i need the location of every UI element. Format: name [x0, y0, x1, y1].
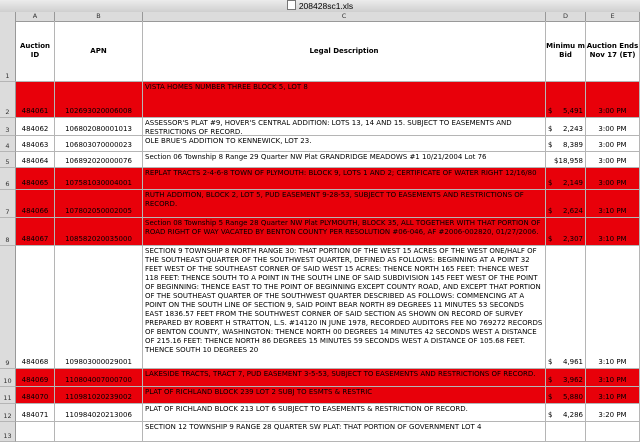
auction-id-cell[interactable]	[16, 152, 55, 168]
legal-description-cell-text: REPLAT TRACTS 2-4-6-8 TOWN OF PLYMOUTH: BLOCK 9, LOTS 1 AND 2; CERTIFICATE OF WATER RIGHT 12/16/80	[145, 169, 537, 177]
currency-symbol: $	[548, 411, 553, 419]
legal-description-cell[interactable]	[143, 246, 546, 369]
column-header-c[interactable]: C	[143, 12, 546, 21]
minimum-bid-cell[interactable]	[546, 152, 586, 168]
apn-cell[interactable]	[55, 218, 143, 246]
auction-end-time-cell[interactable]	[586, 218, 640, 246]
apn-cell[interactable]	[55, 369, 143, 387]
minimum-bid-cell[interactable]	[546, 136, 586, 152]
bid-amount	[548, 157, 583, 166]
apn-cell-text: 106892020000076	[65, 157, 132, 165]
auction-end-time-cell-text: 3:10 PM	[598, 393, 627, 401]
apn-cell-text: 106803070000023	[65, 141, 132, 149]
apn-cell[interactable]	[55, 422, 143, 442]
auction-id-cell[interactable]	[16, 82, 55, 118]
minimum-bid-cell[interactable]	[546, 404, 586, 422]
auction-end-time-cell-text: 3:10 PM	[598, 235, 627, 243]
currency-symbol: $	[548, 179, 553, 187]
auction-id-cell[interactable]	[16, 387, 55, 404]
bid-amount	[548, 207, 583, 216]
auction-id-cell[interactable]	[16, 190, 55, 218]
currency-symbol: $	[548, 376, 553, 384]
bid-amount	[548, 411, 583, 420]
column-header-d[interactable]: D	[546, 12, 586, 21]
legal-description-cell[interactable]	[143, 168, 546, 190]
legal-description-cell[interactable]	[143, 190, 546, 218]
column-header-b[interactable]: B	[55, 12, 143, 21]
auction-end-time-cell-text: 3:00 PM	[598, 125, 627, 133]
bid-value: 2,149	[562, 179, 583, 187]
legal-description-cell-text: SECTION 12 TOWNSHIP 9 RANGE 28 QUARTER SW PLAT: THAT PORTION OF GOVERNMENT LOT 4	[145, 423, 482, 431]
auction-end-time-cell-text: 3:10 PM	[598, 376, 627, 384]
apn-cell-text: 110984020213006	[65, 411, 132, 419]
apn-cell-text: 110981020239002	[65, 393, 132, 401]
auction-end-time-cell[interactable]	[586, 404, 640, 422]
apn-cell[interactable]	[55, 82, 143, 118]
auction-end-time-cell-text: 3:00 PM	[598, 157, 627, 165]
apn-cell[interactable]	[55, 246, 143, 369]
apn-cell[interactable]	[55, 387, 143, 404]
window-title: 208428sc1.xls	[0, 0, 640, 12]
minimum-bid-cell[interactable]	[546, 422, 586, 442]
row-header[interactable]: 1	[0, 21, 16, 82]
column-header-e[interactable]: E	[586, 12, 640, 21]
currency-symbol: $	[548, 235, 553, 243]
minimum-bid-cell[interactable]	[546, 168, 586, 190]
legal-description-cell-text: PLAT OF RICHLAND BLOCK 213 LOT 6 SUBJECT TO EASEMENTS & RESTRICTION OF RECORD.	[145, 405, 468, 413]
legal-description-cell-text: LAKESIDE TRACTS, TRACT 7, PUD EASEMENT 3-5-53, SUBJECT TO EASEMENTS AND RESTRICTIONS OF RECORD.	[145, 370, 536, 378]
auction-end-time-cell[interactable]	[586, 369, 640, 387]
legal-description-cell-text: Section 08 Township 5 Range 28 Quarter NW Plat PLYMOUTH, BLOCK 35, ALL TOGETHER WITH THAT PORTION OF ROAD RIGHT OF WAY VACATED BY BENTON COUNTY PER RESOLUTION #06-046, AF #2006-002820, 01/27/2006.	[145, 219, 541, 236]
apn-cell-text: 109803000029001	[65, 358, 132, 366]
row-header[interactable]: 9	[0, 246, 16, 369]
auction-end-time-cell[interactable]	[586, 136, 640, 152]
currency-symbol: $	[548, 107, 553, 115]
auction-id-cell-text: 484071	[21, 411, 49, 419]
currency-symbol: $	[548, 393, 553, 401]
bid-value: 5,880	[562, 393, 583, 401]
legal-description-cell-text: ASSESSOR'S PLAT #9, HOVER'S CENTRAL ADDITION: LOTS 13, 14 AND 15. SUBJECT TO EASEMENTS AND RESTRICTIONS OF RECORD.	[145, 119, 512, 136]
apn-cell[interactable]	[55, 118, 143, 136]
minimum-bid-cell[interactable]	[546, 190, 586, 218]
legal-description-cell[interactable]	[143, 136, 546, 152]
legal-description-cell[interactable]	[143, 118, 546, 136]
auction-end-time-cell-text: 3:00 PM	[598, 179, 627, 187]
auction-id-cell-text: 484065	[21, 179, 49, 187]
auction-end-time-cell-text: 3:00 PM	[598, 107, 627, 115]
bid-amount	[548, 125, 583, 134]
minimum-bid-cell[interactable]	[546, 118, 586, 136]
bid-value: 2,307	[562, 235, 583, 243]
auction-id-header[interactable]: Auction ID	[16, 21, 55, 82]
legal-description-cell-text: VISTA HOMES NUMBER THREE BLOCK 5, LOT 8	[145, 83, 308, 91]
bid-amount	[548, 393, 583, 402]
auction-id-cell-text: 484064	[21, 157, 49, 165]
bid-value: 3,962	[562, 376, 583, 384]
auction-end-time-cell[interactable]	[586, 246, 640, 369]
row-header[interactable]: 5	[0, 152, 16, 168]
bid-value: 4,961	[562, 358, 583, 366]
bid-amount	[548, 376, 583, 385]
apn-cell[interactable]	[55, 404, 143, 422]
currency-symbol: $	[548, 358, 553, 366]
auction-end-time-cell-text: 3:00 PM	[598, 141, 627, 149]
legal-description-cell-text: OLE BRUE'S ADDITION TO KENNEWICK, LOT 23.	[145, 137, 312, 145]
legal-description-cell[interactable]	[143, 82, 546, 118]
select-all-corner[interactable]	[0, 12, 16, 21]
auction-end-time-cell[interactable]	[586, 422, 640, 442]
legal-description-cell-text: PLAT OF RICHLAND BLOCK 239 LOT 2 SUBJ TO ESMTS & RESTRIC	[145, 388, 373, 396]
auction-end-time-cell[interactable]	[586, 118, 640, 136]
auction-id-cell[interactable]	[16, 422, 55, 442]
bid-value: 8,389	[562, 141, 583, 149]
bid-value: 2,243	[562, 125, 583, 133]
auction-id-cell[interactable]	[16, 369, 55, 387]
apn-cell-text: 107802050002005	[65, 207, 132, 215]
row-header[interactable]: 2	[0, 82, 16, 118]
apn-cell[interactable]	[55, 152, 143, 168]
auction-id-cell-text: 484066	[21, 207, 49, 215]
auction-id-cell[interactable]	[16, 218, 55, 246]
row-header[interactable]: 13	[0, 422, 16, 442]
minimum-bid-header[interactable]: Minimu m Bid	[546, 21, 586, 82]
apn-header[interactable]: APN	[55, 21, 143, 82]
minimum-bid-cell[interactable]	[546, 246, 586, 369]
apn-cell[interactable]	[55, 168, 143, 190]
legal-description-cell[interactable]	[143, 404, 546, 422]
row-header[interactable]: 7	[0, 190, 16, 218]
apn-cell-text: 107581030004001	[65, 179, 132, 187]
minimum-bid-cell[interactable]	[546, 369, 586, 387]
auction-id-cell[interactable]	[16, 404, 55, 422]
minimum-bid-cell[interactable]	[546, 387, 586, 404]
apn-cell[interactable]	[55, 190, 143, 218]
auction-id-cell-text: 484069	[21, 376, 49, 384]
bid-value: 2,624	[562, 207, 583, 215]
legal-description-cell-text: Section 06 Township 8 Range 29 Quarter NW Plat GRANDRIDGE MEADOWS #1 10/21/2004 Lot 76	[145, 153, 487, 161]
row-header[interactable]: 8	[0, 218, 16, 246]
row-header[interactable]: 10	[0, 369, 16, 387]
minimum-bid-cell[interactable]	[546, 82, 586, 118]
bid-value: 4,286	[562, 411, 583, 419]
auction-id-cell[interactable]	[16, 168, 55, 190]
row-header[interactable]: 6	[0, 168, 16, 190]
auction-end-time-cell[interactable]	[586, 168, 640, 190]
row-header[interactable]: 4	[0, 136, 16, 152]
legal-description-cell[interactable]	[143, 218, 546, 246]
row-header[interactable]: 12	[0, 404, 16, 422]
auction-end-time-cell[interactable]	[586, 387, 640, 404]
bid-value: $18,958	[554, 157, 583, 165]
bid-amount	[548, 179, 583, 188]
auction-id-cell-text: 484068	[21, 358, 49, 366]
auction-id-cell-text: 484061	[21, 107, 49, 115]
auction-id-cell-text: 484070	[21, 393, 49, 401]
auction-id-cell-text: 484062	[21, 125, 49, 133]
auction-end-time-cell-text: 3:10 PM	[598, 207, 627, 215]
legal-description-cell[interactable]	[143, 152, 546, 168]
currency-symbol: $	[548, 125, 553, 133]
legal-description-cell[interactable]	[143, 369, 546, 387]
apn-cell[interactable]	[55, 136, 143, 152]
auction-end-time-cell[interactable]	[586, 190, 640, 218]
legal-description-cell-text: RUTH ADDITION, BLOCK 2, LOT 5, PUD EASEMENT 9-28-53, SUBJECT TO EASEMENTS AND RESTRICTIONS OF RECORD.	[145, 191, 524, 208]
auction-id-cell[interactable]	[16, 118, 55, 136]
spreadsheet-grid	[0, 21, 640, 444]
auction-id-cell-text: 484067	[21, 235, 49, 243]
auction-id-cell[interactable]	[16, 246, 55, 369]
bid-amount	[548, 141, 583, 150]
legal-description-cell-text: SECTION 9 TOWNSHIP 8 NORTH RANGE 30: THAT PORTION OF THE WEST 15 ACRES OF THE WEST ONE/HALF OF THE SOUTHEAST QUARTER OF THE SOUTHWEST QUARTER, DEFINED AS FOLLOWS: BEGINNING AT A POINT 32 FEET WEST OF THE SOUTHEAST CORNER OF SAID WEST 15 ACRES: THENCE NORTH 165 FEET: THENCE WEST 118 FEET: THENCE SOUTH TO A POINT IN THE SOUTH LINE OF SAID SUBDIVISION 145 FEET WEST OF THE POINT OF BEGINNING: THENCE EAST TO THE POINT OF BEGINNING EXCEPT COUNTY ROAD, AND EXCEPT THAT PORTION OF THE SOUTHEAST QUARTER OF THE SOUTHWEST QUARTER DESCRIBED AS FOLLOWS: COMMENCING AT A POINT ON THE SOUTH LINE OF SECTION 9, SAID POINT BEAR NORTH 89 DEGREES 11 MINUTES 53 SECONDS EAST 1836.57 FEET FROM THE SOUTHWEST CORNER OF SAID SECTION AS SHOWN ON RECORD OF SURVEY PREPARED BY ROBERT H STRATTON, L.S. #14120 IN JUNE 1978, RECORDED AUDITORS FEE NO 769272 RECORDS OF BENTON COUNTY, WASHINGTON: THENCE NORTH 00 DEGREES 14 MINUTES 42 SECONDS WEST A DISTANCE OF 215.16 FEET: THENCE NORTH 86 DEGREES 15 MINUTES 59 SECONDS WEST A DISTANCE OF 105.68 FEET. THENCE SOUTH 10 DEGREES 20	[145, 247, 543, 354]
row-header[interactable]: 3	[0, 118, 16, 136]
bid-amount	[548, 107, 583, 116]
auction-end-time-cell[interactable]	[586, 82, 640, 118]
row-header[interactable]: 11	[0, 387, 16, 404]
apn-cell-text: 108582020035000	[65, 235, 132, 243]
auction-id-cell-text: 484063	[21, 141, 49, 149]
excel-file-icon	[287, 0, 296, 10]
apn-cell-text: 102693020006008	[65, 107, 132, 115]
legal-description-header[interactable]: Legal Description	[143, 21, 546, 82]
bid-amount	[548, 235, 583, 244]
currency-symbol: $	[548, 141, 553, 149]
bid-value: 5,491	[562, 107, 583, 115]
minimum-bid-cell[interactable]	[546, 218, 586, 246]
auction-end-time-cell-text: 3:10 PM	[598, 358, 627, 366]
apn-cell-text: 106802080001013	[65, 125, 132, 133]
bid-amount	[548, 358, 583, 367]
auction-end-time-cell-text: 3:20 PM	[598, 411, 627, 419]
column-header-a[interactable]: A	[16, 12, 55, 21]
legal-description-cell[interactable]	[143, 387, 546, 404]
currency-symbol: $	[548, 207, 553, 215]
auction-ends-header[interactable]: Auction Ends Nov 17 (ET)	[586, 21, 640, 82]
auction-end-time-cell[interactable]	[586, 152, 640, 168]
apn-cell-text: 110804007000700	[65, 376, 132, 384]
auction-id-cell[interactable]	[16, 136, 55, 152]
legal-description-cell[interactable]	[143, 422, 546, 442]
